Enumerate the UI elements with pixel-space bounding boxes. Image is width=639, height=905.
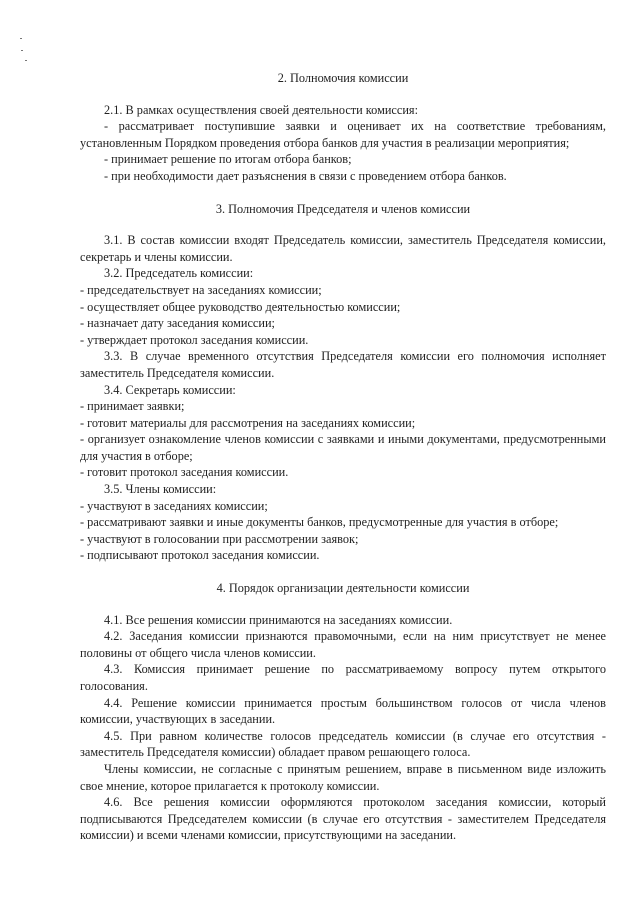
document-body bbox=[80, 70, 606, 844]
paragraph-4-6: 4.6. Все решения комиссии оформляются протоколом заседания комиссии, который подписываются Председателем комиссии (в случае его отсутствия - заместителем Председателя комиссии) и всеми членами комиссии, присутствующими на заседании. bbox=[80, 795, 606, 843]
paragraph-3-4: 3.4. Секретарь комиссии: bbox=[104, 382, 236, 397]
list-item: - при необходимости дает разъяснения в связи с проведением отбора банков. bbox=[104, 168, 507, 183]
paragraph-4-5: 4.5. При равном количестве голосов председатель комиссии (в случае его отсутствия - заместитель Председателя комиссии) обладает правом решающего голоса. bbox=[80, 728, 606, 760]
scan-marks bbox=[20, 38, 28, 68]
list-item: - принимает заявки; bbox=[80, 399, 185, 414]
paragraph-4-4: 4.4. Решение комиссии принимается простым большинством голосов от числа членов комиссии, участвующих в заседании. bbox=[80, 695, 606, 727]
paragraph-3-5: 3.5. Члены комиссии: bbox=[104, 482, 217, 497]
paragraph-4-5-note: Члены комиссии, не согласные с принятым решением, вправе в письменном виде изложить свое мнение, которое прилагается к протоколу комиссии. bbox=[80, 761, 606, 793]
list-item: - участвуют в голосовании при рассмотрении заявок; bbox=[80, 531, 359, 546]
list-item: - подписывают протокол заседания комиссии. bbox=[80, 548, 320, 563]
paragraph-3-2: 3.2. Председатель комиссии: bbox=[104, 266, 254, 281]
paragraph-4-1: 4.1. Все решения комиссии принимаются на заседаниях комиссии. bbox=[104, 612, 453, 627]
list-item: - принимает решение по итогам отбора банков; bbox=[104, 152, 352, 167]
list-item: - осуществляет общее руководство деятельностью комиссии; bbox=[80, 299, 401, 314]
paragraph-4-3: 4.3. Комиссия принимает решение по рассматриваемому вопросу путем открытого голосования. bbox=[80, 662, 606, 693]
list-item: - рассматривает поступившие заявки и оценивает их на соответствие требованиям, установленным Порядком проведения отбора банков для участия в реализации мероприятия; bbox=[80, 119, 606, 150]
list-item: - участвуют в заседаниях комиссии; bbox=[80, 498, 268, 513]
list-item: - утверждает протокол заседания комиссии. bbox=[80, 332, 309, 347]
paragraph-3-1: 3.1. В состав комиссии входят Председатель комиссии, заместитель Председателя комиссии, секретарь и члены комиссии. bbox=[80, 233, 606, 264]
section-3-title: 3. Полномочия Председателя и членов комиссии bbox=[215, 201, 471, 216]
paragraph-2-1: 2.1. В рамках осуществления своей деятельности комиссия: bbox=[104, 102, 419, 117]
list-item: - готовит материалы для рассмотрения на заседаниях комиссии; bbox=[80, 415, 416, 430]
paragraph-4-2: 4.2. Заседания комиссии признаются правомочными, если на ним присутствует не менее половины от общего числа членов комиссии. bbox=[80, 629, 606, 660]
section-2-title: 2. Полномочия комиссии bbox=[277, 71, 409, 85]
paragraph-3-3: 3.3. В случае временного отсутствия Председателя комиссии его полномочия исполняет заместитель Председателя комиссии. bbox=[80, 349, 606, 380]
list-item: - организует ознакомление членов комиссии с заявками и иными документами, предусмотренными для участия в отборе; bbox=[80, 432, 606, 463]
list-item: - председательствует на заседаниях комиссии; bbox=[80, 282, 322, 297]
list-item: - назначает дату заседания комиссии; bbox=[80, 316, 275, 331]
section-4-title: 4. Порядок организации деятельности комиссии bbox=[216, 581, 470, 596]
list-item: - готовит протокол заседания комиссии. bbox=[80, 465, 289, 480]
list-item: - рассматривают заявки и иные документы банков, предусмотренные для участия в отборе; bbox=[80, 515, 559, 530]
